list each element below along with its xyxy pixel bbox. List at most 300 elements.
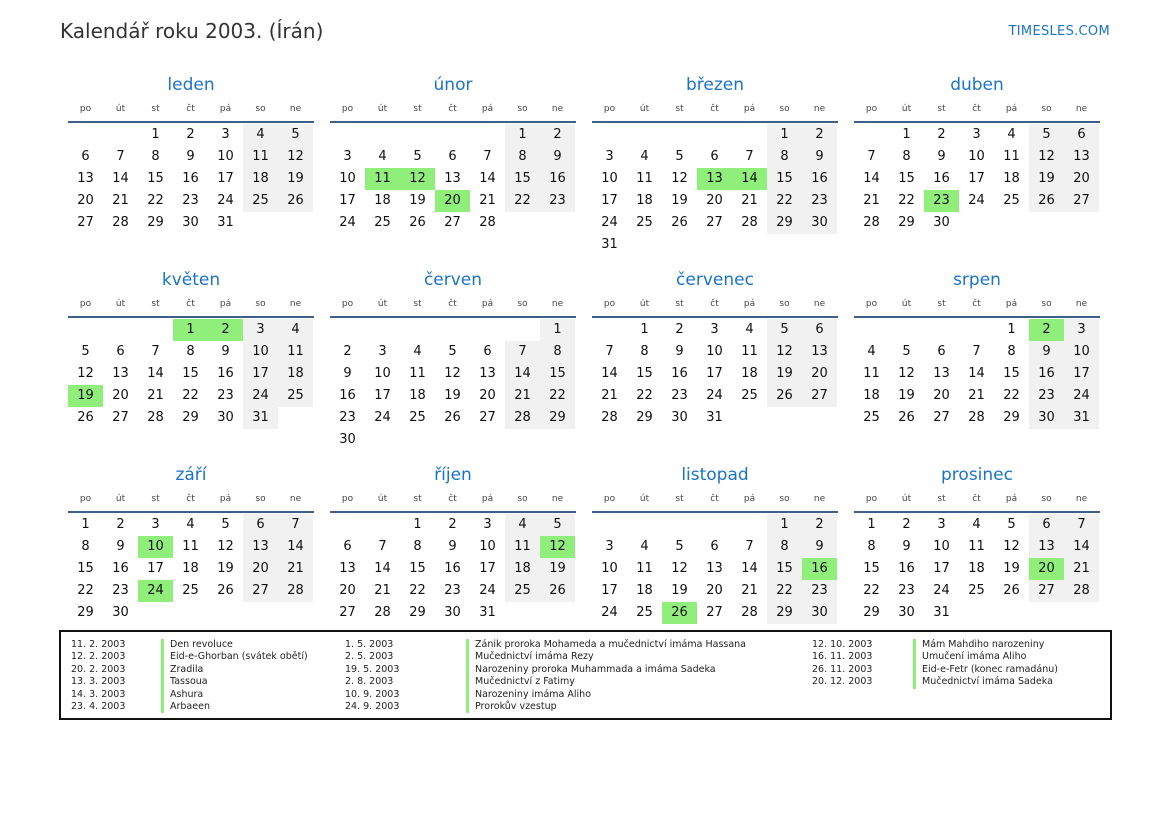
day-cell: 14	[278, 536, 313, 558]
day-cell: 4	[278, 319, 313, 341]
weekday-label: st	[937, 494, 946, 504]
day-cell: 20	[77, 193, 94, 208]
weekday-label: ne	[289, 299, 302, 309]
day-cell: 18	[278, 363, 313, 385]
day-cell: 23	[540, 190, 575, 212]
day-cell: 7	[278, 514, 313, 536]
weekday-label: po	[79, 494, 92, 504]
legend-holiday-name: Mučednictví imáma Rezy	[466, 651, 594, 663]
weekday-header	[68, 487, 314, 513]
weekday-label: so	[1041, 104, 1052, 114]
day-cell: 22	[540, 385, 575, 407]
day-cell: 9	[937, 149, 946, 164]
weekday-label: so	[779, 299, 790, 309]
weekday-label: st	[937, 299, 946, 309]
weekday-label: čt	[972, 104, 981, 114]
day-cell: 1	[540, 319, 575, 341]
day-cell: 19	[1003, 561, 1020, 576]
day-cell: 26	[409, 215, 426, 230]
day-cell: 29	[540, 407, 575, 429]
weekday-label: po	[865, 299, 878, 309]
day-cell: 5	[675, 539, 684, 554]
day-cell: 14	[601, 366, 618, 381]
day-cell: 20	[802, 363, 837, 385]
day-cell: 27	[479, 410, 496, 425]
day-cell: 26	[444, 410, 461, 425]
weekday-label: pá	[481, 494, 494, 504]
day-cell: 17	[968, 171, 985, 186]
day-cell: 18	[409, 388, 426, 403]
holiday-day-cell: 24	[138, 580, 173, 602]
day-cell: 11	[505, 536, 540, 558]
day-cell: 1	[1007, 322, 1016, 337]
day-cell: 11	[243, 146, 278, 168]
day-cell: 23	[1029, 385, 1064, 407]
day-cell: 24	[479, 583, 496, 598]
day-cell: 29	[767, 602, 802, 624]
holiday-day-cell: 26	[662, 602, 697, 624]
day-cell: 12	[77, 366, 94, 381]
weekday-label: pá	[1005, 299, 1018, 309]
day-cell: 1	[867, 517, 876, 532]
day-cell: 2	[116, 517, 125, 532]
day-cell: 13	[479, 366, 496, 381]
day-cell: 7	[745, 149, 754, 164]
day-cell: 17	[374, 388, 391, 403]
day-cell: 10	[374, 366, 391, 381]
weekday-label: út	[901, 494, 912, 504]
weekday-label: ne	[813, 494, 826, 504]
day-cell: 10	[479, 539, 496, 554]
weekday-label: pá	[743, 494, 756, 504]
day-cell: 28	[147, 410, 164, 425]
day-cell: 25	[636, 605, 653, 620]
day-cell: 18	[968, 561, 985, 576]
day-cell: 18	[505, 558, 540, 580]
weekday-label: út	[901, 104, 912, 114]
month-name: srpen	[953, 270, 1001, 290]
weekday-label: pá	[219, 104, 232, 114]
day-cell: 7	[151, 344, 160, 359]
weekday-label: út	[377, 494, 388, 504]
weekday-label: st	[151, 299, 160, 309]
day-cell: 27	[112, 410, 129, 425]
day-cell: 27	[802, 385, 837, 407]
day-cell: 12	[671, 561, 688, 576]
weekday-label: st	[413, 494, 422, 504]
weekday-header	[854, 487, 1100, 513]
day-cell: 21	[601, 388, 618, 403]
holiday-day-cell: 1	[173, 319, 208, 341]
weekday-label: st	[413, 104, 422, 114]
day-cell: 14	[505, 363, 540, 385]
day-cell: 10	[1064, 341, 1099, 363]
weekday-label: čt	[710, 104, 719, 114]
day-cell: 10	[706, 344, 723, 359]
legend-date: 16. 11. 2003	[812, 651, 873, 663]
weekday-label: pá	[219, 299, 232, 309]
day-cell: 21	[374, 583, 391, 598]
weekday-header	[68, 292, 314, 318]
day-cell: 15	[898, 171, 915, 186]
month-days	[854, 514, 1100, 624]
day-cell: 21	[147, 388, 164, 403]
holiday-legend	[59, 630, 1112, 720]
day-cell: 25	[968, 583, 985, 598]
weekday-header	[68, 97, 314, 123]
day-cell: 12	[1029, 146, 1064, 168]
day-cell: 11	[278, 341, 313, 363]
day-cell: 26	[767, 385, 802, 407]
day-cell: 30	[444, 605, 461, 620]
day-cell: 30	[339, 432, 356, 447]
day-cell: 2	[937, 127, 946, 142]
weekday-label: ne	[1075, 104, 1088, 114]
month-days	[592, 124, 838, 256]
day-cell: 14	[968, 366, 985, 381]
day-cell: 3	[483, 517, 492, 532]
day-cell: 26	[671, 215, 688, 230]
day-cell: 19	[444, 388, 461, 403]
weekday-header	[592, 487, 838, 513]
weekday-header	[592, 292, 838, 318]
day-cell: 28	[278, 580, 313, 602]
day-cell: 23	[182, 193, 199, 208]
day-cell: 7	[1064, 514, 1099, 536]
day-cell: 15	[147, 171, 164, 186]
day-cell: 21	[505, 385, 540, 407]
day-cell: 11	[636, 561, 653, 576]
day-cell: 13	[444, 171, 461, 186]
day-cell: 6	[81, 149, 90, 164]
day-cell: 8	[540, 341, 575, 363]
day-cell: 4	[243, 124, 278, 146]
weekday-label: st	[413, 299, 422, 309]
day-cell: 27	[706, 605, 723, 620]
day-cell: 15	[540, 363, 575, 385]
weekday-label: st	[675, 299, 684, 309]
weekday-label: čt	[710, 494, 719, 504]
day-cell: 18	[182, 561, 199, 576]
day-cell: 27	[1029, 580, 1064, 602]
day-cell: 1	[640, 322, 649, 337]
day-cell: 14	[147, 366, 164, 381]
weekday-label: po	[603, 104, 616, 114]
day-cell: 24	[339, 215, 356, 230]
day-cell: 29	[147, 215, 164, 230]
legend-holiday-name: Mučednictví imáma Sadeka	[913, 676, 1053, 688]
day-cell: 11	[636, 171, 653, 186]
day-cell: 26	[278, 190, 313, 212]
day-cell: 16	[802, 168, 837, 190]
month-calendar	[330, 74, 576, 259]
day-cell: 4	[378, 149, 387, 164]
day-cell: 6	[1064, 124, 1099, 146]
day-cell: 25	[374, 215, 391, 230]
day-cell: 11	[968, 539, 985, 554]
day-cell: 1	[413, 517, 422, 532]
weekday-label: ne	[813, 299, 826, 309]
day-cell: 8	[186, 344, 195, 359]
weekday-label: čt	[186, 299, 195, 309]
day-cell: 22	[898, 193, 915, 208]
weekday-label: so	[779, 104, 790, 114]
day-cell: 14	[112, 171, 129, 186]
day-cell: 8	[767, 146, 802, 168]
day-cell: 3	[378, 344, 387, 359]
day-cell: 4	[867, 344, 876, 359]
weekday-label: po	[865, 104, 878, 114]
day-cell: 2	[540, 124, 575, 146]
day-cell: 16	[182, 171, 199, 186]
month-name: červen	[423, 270, 483, 290]
day-cell: 28	[479, 215, 496, 230]
weekday-label: pá	[481, 299, 494, 309]
day-cell: 28	[374, 605, 391, 620]
month-name: únor	[433, 75, 473, 95]
day-cell: 1	[767, 124, 802, 146]
site-brand-link[interactable]: TIMESLES.COM	[1008, 24, 1110, 39]
day-cell: 25	[409, 410, 426, 425]
day-cell: 1	[902, 127, 911, 142]
day-cell: 25	[741, 388, 758, 403]
weekday-header	[592, 97, 838, 123]
day-cell: 22	[636, 388, 653, 403]
day-cell: 31	[479, 605, 496, 620]
holiday-day-cell: 2	[208, 319, 243, 341]
day-cell: 27	[1064, 190, 1099, 212]
day-cell: 31	[601, 237, 618, 252]
day-cell: 20	[706, 583, 723, 598]
weekday-label: st	[151, 104, 160, 114]
day-cell: 4	[972, 517, 981, 532]
day-cell: 22	[863, 583, 880, 598]
day-cell: 13	[77, 171, 94, 186]
day-cell: 24	[933, 583, 950, 598]
day-cell: 5	[1029, 124, 1064, 146]
weekday-label: po	[79, 104, 92, 114]
day-cell: 17	[147, 561, 164, 576]
day-cell: 19	[671, 583, 688, 598]
day-cell: 5	[902, 344, 911, 359]
weekday-label: čt	[448, 299, 457, 309]
day-cell: 9	[802, 146, 837, 168]
day-cell: 14	[479, 171, 496, 186]
page-title: Kalendář roku 2003. (Írán)	[60, 19, 324, 43]
weekday-header	[854, 292, 1100, 318]
day-cell: 6	[710, 149, 719, 164]
day-cell: 6	[937, 344, 946, 359]
holiday-day-cell: 10	[138, 536, 173, 558]
day-cell: 17	[601, 193, 618, 208]
day-cell: 8	[640, 344, 649, 359]
month-calendar	[68, 269, 314, 454]
month-name: leden	[167, 75, 215, 95]
day-cell: 24	[968, 193, 985, 208]
day-cell: 3	[243, 319, 278, 341]
day-cell: 17	[1064, 363, 1099, 385]
day-cell: 18	[636, 583, 653, 598]
day-cell: 18	[741, 366, 758, 381]
day-cell: 5	[540, 514, 575, 536]
weekday-label: so	[255, 494, 266, 504]
day-cell: 24	[1064, 385, 1099, 407]
legend-date: 14. 3. 2003	[71, 688, 126, 700]
day-cell: 28	[741, 215, 758, 230]
day-cell: 21	[112, 193, 129, 208]
weekday-label: po	[341, 104, 354, 114]
legend-date: 2. 5. 2003	[345, 651, 394, 663]
legend-date: 19. 5. 2003	[345, 663, 400, 675]
day-cell: 24	[374, 410, 391, 425]
month-days	[592, 514, 838, 624]
day-cell: 8	[413, 539, 422, 554]
day-cell: 23	[112, 583, 129, 598]
day-cell: 19	[767, 363, 802, 385]
legend-date: 12. 10. 2003	[812, 639, 873, 650]
day-cell: 26	[1003, 583, 1020, 598]
day-cell: 5	[221, 517, 230, 532]
weekday-label: ne	[289, 104, 302, 114]
day-cell: 18	[1003, 171, 1020, 186]
month-days	[330, 514, 576, 624]
day-cell: 6	[802, 319, 837, 341]
day-cell: 1	[767, 514, 802, 536]
day-cell: 30	[898, 605, 915, 620]
holiday-day-cell: 20	[1029, 558, 1064, 580]
day-cell: 11	[409, 366, 426, 381]
month-days	[592, 319, 838, 429]
weekday-label: so	[255, 299, 266, 309]
day-cell: 24	[706, 388, 723, 403]
day-cell: 1	[151, 127, 160, 142]
day-cell: 19	[409, 193, 426, 208]
day-cell: 5	[278, 124, 313, 146]
weekday-label: pá	[743, 299, 756, 309]
day-cell: 23	[802, 190, 837, 212]
day-cell: 22	[409, 583, 426, 598]
month-days	[330, 124, 576, 234]
month-name: prosinec	[941, 465, 1013, 485]
day-cell: 5	[767, 319, 802, 341]
month-calendar	[854, 464, 1100, 649]
day-cell: 26	[77, 410, 94, 425]
day-cell: 14	[374, 561, 391, 576]
day-cell: 3	[605, 539, 614, 554]
day-cell: 17	[601, 583, 618, 598]
day-cell: 12	[898, 366, 915, 381]
weekday-label: st	[937, 104, 946, 114]
day-cell: 21	[479, 193, 496, 208]
weekday-label: ne	[551, 494, 564, 504]
day-cell: 9	[1029, 341, 1064, 363]
day-cell: 19	[898, 388, 915, 403]
month-name: březen	[685, 75, 745, 95]
day-cell: 20	[479, 388, 496, 403]
day-cell: 6	[343, 539, 352, 554]
legend-date: 13. 3. 2003	[71, 676, 126, 688]
day-cell: 26	[898, 410, 915, 425]
day-cell: 8	[1007, 344, 1016, 359]
day-cell: 4	[1007, 127, 1016, 142]
day-cell: 21	[1064, 558, 1099, 580]
day-cell: 20	[243, 558, 278, 580]
day-cell: 28	[601, 410, 618, 425]
weekday-label: čt	[972, 494, 981, 504]
day-cell: 13	[1029, 536, 1064, 558]
weekday-label: čt	[186, 494, 195, 504]
day-cell: 17	[217, 171, 234, 186]
day-cell: 13	[243, 536, 278, 558]
day-cell: 29	[77, 605, 94, 620]
day-cell: 2	[802, 124, 837, 146]
day-cell: 7	[505, 341, 540, 363]
day-cell: 12	[217, 539, 234, 554]
day-cell: 9	[448, 539, 457, 554]
weekday-label: čt	[448, 104, 457, 114]
day-cell: 22	[77, 583, 94, 598]
weekday-label: pá	[481, 104, 494, 114]
day-cell: 9	[343, 366, 352, 381]
day-cell: 5	[81, 344, 90, 359]
day-cell: 15	[77, 561, 94, 576]
month-calendar	[330, 464, 576, 649]
day-cell: 15	[767, 558, 802, 580]
day-cell: 6	[116, 344, 125, 359]
day-cell: 26	[540, 580, 575, 602]
day-cell: 10	[243, 341, 278, 363]
day-cell: 30	[802, 602, 837, 624]
day-cell: 3	[1064, 319, 1099, 341]
day-cell: 8	[81, 539, 90, 554]
day-cell: 25	[243, 190, 278, 212]
day-cell: 25	[182, 583, 199, 598]
day-cell: 9	[540, 146, 575, 168]
day-cell: 29	[767, 212, 802, 234]
day-cell: 5	[448, 344, 457, 359]
day-cell: 30	[1029, 407, 1064, 429]
day-cell: 9	[221, 344, 230, 359]
day-cell: 7	[972, 344, 981, 359]
day-cell: 10	[601, 561, 618, 576]
day-cell: 9	[802, 536, 837, 558]
weekday-label: út	[901, 299, 912, 309]
legend-holiday-name: Narozeniny imáma Aliho	[466, 689, 591, 701]
day-cell: 8	[151, 149, 160, 164]
day-cell: 29	[636, 410, 653, 425]
day-cell: 3	[972, 127, 981, 142]
holiday-day-cell: 20	[435, 190, 470, 212]
day-cell: 28	[741, 605, 758, 620]
day-cell: 23	[444, 583, 461, 598]
day-cell: 16	[339, 388, 356, 403]
day-cell: 19	[540, 558, 575, 580]
day-cell: 15	[182, 366, 199, 381]
day-cell: 23	[217, 388, 234, 403]
day-cell: 12	[444, 366, 461, 381]
day-cell: 8	[867, 539, 876, 554]
day-cell: 1	[81, 517, 90, 532]
weekday-label: út	[115, 494, 126, 504]
month-name: říjen	[434, 465, 472, 485]
day-cell: 31	[933, 605, 950, 620]
day-cell: 2	[802, 514, 837, 536]
day-cell: 18	[863, 388, 880, 403]
day-cell: 30	[182, 215, 199, 230]
day-cell: 8	[505, 146, 540, 168]
weekday-label: ne	[551, 299, 564, 309]
day-cell: 15	[1003, 366, 1020, 381]
